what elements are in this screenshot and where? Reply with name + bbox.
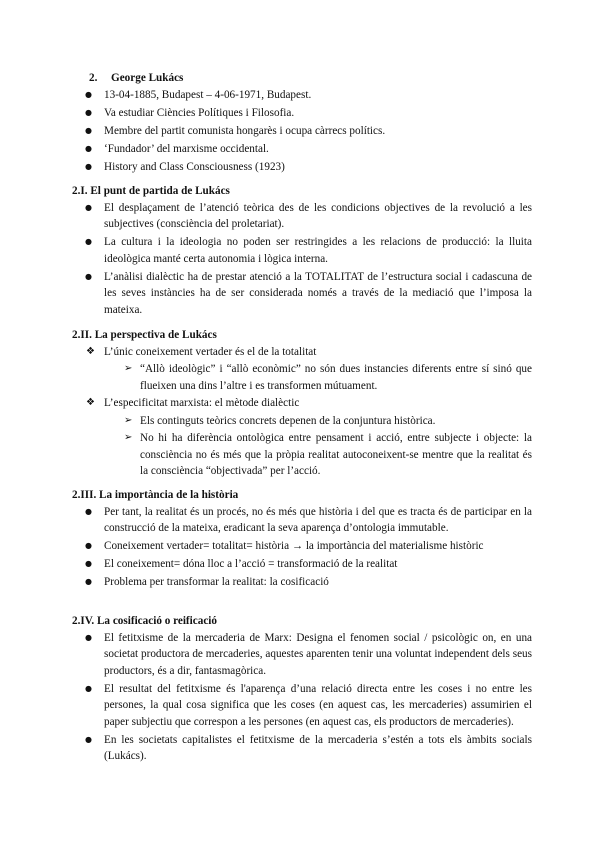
arrow-bullet-icon: ➢ — [124, 414, 133, 426]
list-item: ● Coneixement vertader= totalitat= història → la importància del materialisme històric — [72, 538, 532, 555]
list-item: ● El resultat del fetitxisme és l'aparença d’una relació directa entre les coses i no entre les persones, la qual cosa significa que les coses (en aquest cas, les mercaderies) assumirien el paper subjectiu que correspon a les persones (en aquest cas, els productors de mercaderies). — [72, 681, 532, 731]
section-2-4-title: 2.IV. La cosificació o reificació — [72, 615, 217, 627]
section-2-2-title: 2.II. La perspectiva de Lukács — [72, 329, 217, 341]
list-item-text: L’únic coneixement vertader és el de la totalitat — [104, 345, 317, 358]
list-item — [72, 361, 532, 394]
list-item: ● History and Class Consciousness (1923) — [72, 159, 532, 176]
section-2-4-list — [72, 630, 532, 765]
list-item: ● El fetitxisme de la mercaderia de Marx: Designa el fenomen social / psicològic on, en una societat productora de mercaderies, aquestes aparenten tenir una voluntat independent dels seus productors, és a dir, fantasmagòrica. — [72, 630, 532, 680]
list-item — [72, 344, 532, 361]
list-item — [72, 430, 532, 480]
section-2-2 — [72, 327, 532, 481]
list-item-text: “Allò ideològic” i “allò econòmic” no són dues instancies diferents entre sí sinó que flueixen una dins l’altre i es transformen mútuament. — [140, 363, 532, 392]
list-item-text: No hi ha diferència ontològica entre pensament i acció, entre subjecte i objecte: la consciència no és més que la pròpia realitat autoconeixent-se mentre que la realitat és la consciència “objectivada” per l’acció. — [140, 432, 532, 477]
section-2-3 — [72, 487, 532, 592]
section-2-title: George Lukács — [111, 72, 184, 84]
list-item: ● El desplaçament de l’atenció teòrica des de les condicions objectives de la revolució a les subjectives (consciència del proletariat). — [72, 200, 532, 233]
list-item — [72, 413, 532, 430]
diamond-bullet-icon: ❖ — [86, 345, 95, 357]
section-2-3-title: 2.III. La importància de la història — [72, 489, 239, 501]
section-2-heading — [72, 70, 532, 87]
list-item: ● 13-04-1885, Budapest – 4-06-1971, Budapest. — [72, 87, 532, 104]
section-2-number: 2. — [89, 72, 98, 84]
list-item-text: L’especificitat marxista: el mètode dialèctic — [104, 397, 300, 409]
arrow-bullet-icon: ➢ — [124, 432, 133, 443]
list-item: ● El coneixement= dóna lloc a l’acció = transformació de la realitat — [72, 556, 532, 573]
list-item: ● ‘Fundador’ del marxisme occidental. — [72, 141, 532, 158]
section-2-1-title: 2.I. El punt de partida de Lukács — [72, 185, 230, 197]
arrow-bullet-icon: ➢ — [124, 363, 133, 374]
list-item: ● Problema per transformar la realitat: la cosificació — [72, 574, 532, 591]
section-2-list — [72, 87, 532, 176]
section-2-2-list — [72, 344, 532, 480]
section-2-4 — [72, 613, 532, 766]
list-item — [72, 395, 532, 412]
list-item-text: Els continguts teòrics concrets depenen de la conjuntura històrica. — [140, 414, 436, 427]
list-item: ● La cultura i la ideologia no poden ser restringides a les relacions de producció: la lluita ideològica manté certa autonomia i lògica interna. — [72, 234, 532, 267]
list-item: ● Va estudiar Ciències Polítiques i Filosofia. — [72, 105, 532, 122]
list-item: ● Per tant, la realitat és un procés, no és més que història i del que es tracta és de participar en la construcció de la mateixa, eradicant la seva aparença d’ontologia immutable. — [72, 504, 532, 537]
list-item: ● En les societats capitalistes el fetitxisme de la mercaderia s’estén a tots els àmbits socials (Lukács). — [72, 732, 532, 765]
diamond-bullet-icon: ❖ — [86, 397, 95, 408]
section-2-1 — [72, 183, 532, 320]
list-item: ● Membre del partit comunista hongarès i ocupa càrrecs polítics. — [72, 123, 532, 140]
section-2-1-list — [72, 200, 532, 319]
section-2-3-list — [72, 504, 532, 591]
section-2 — [72, 70, 532, 177]
list-item: ● L’anàlisi dialèctic ha de prestar atenció a la TOTALITAT de l’estructura social i cadascuna de les seves instàncies ha de ser considerada només a través de la mediació que l’imposa la mateixa. — [72, 269, 532, 319]
